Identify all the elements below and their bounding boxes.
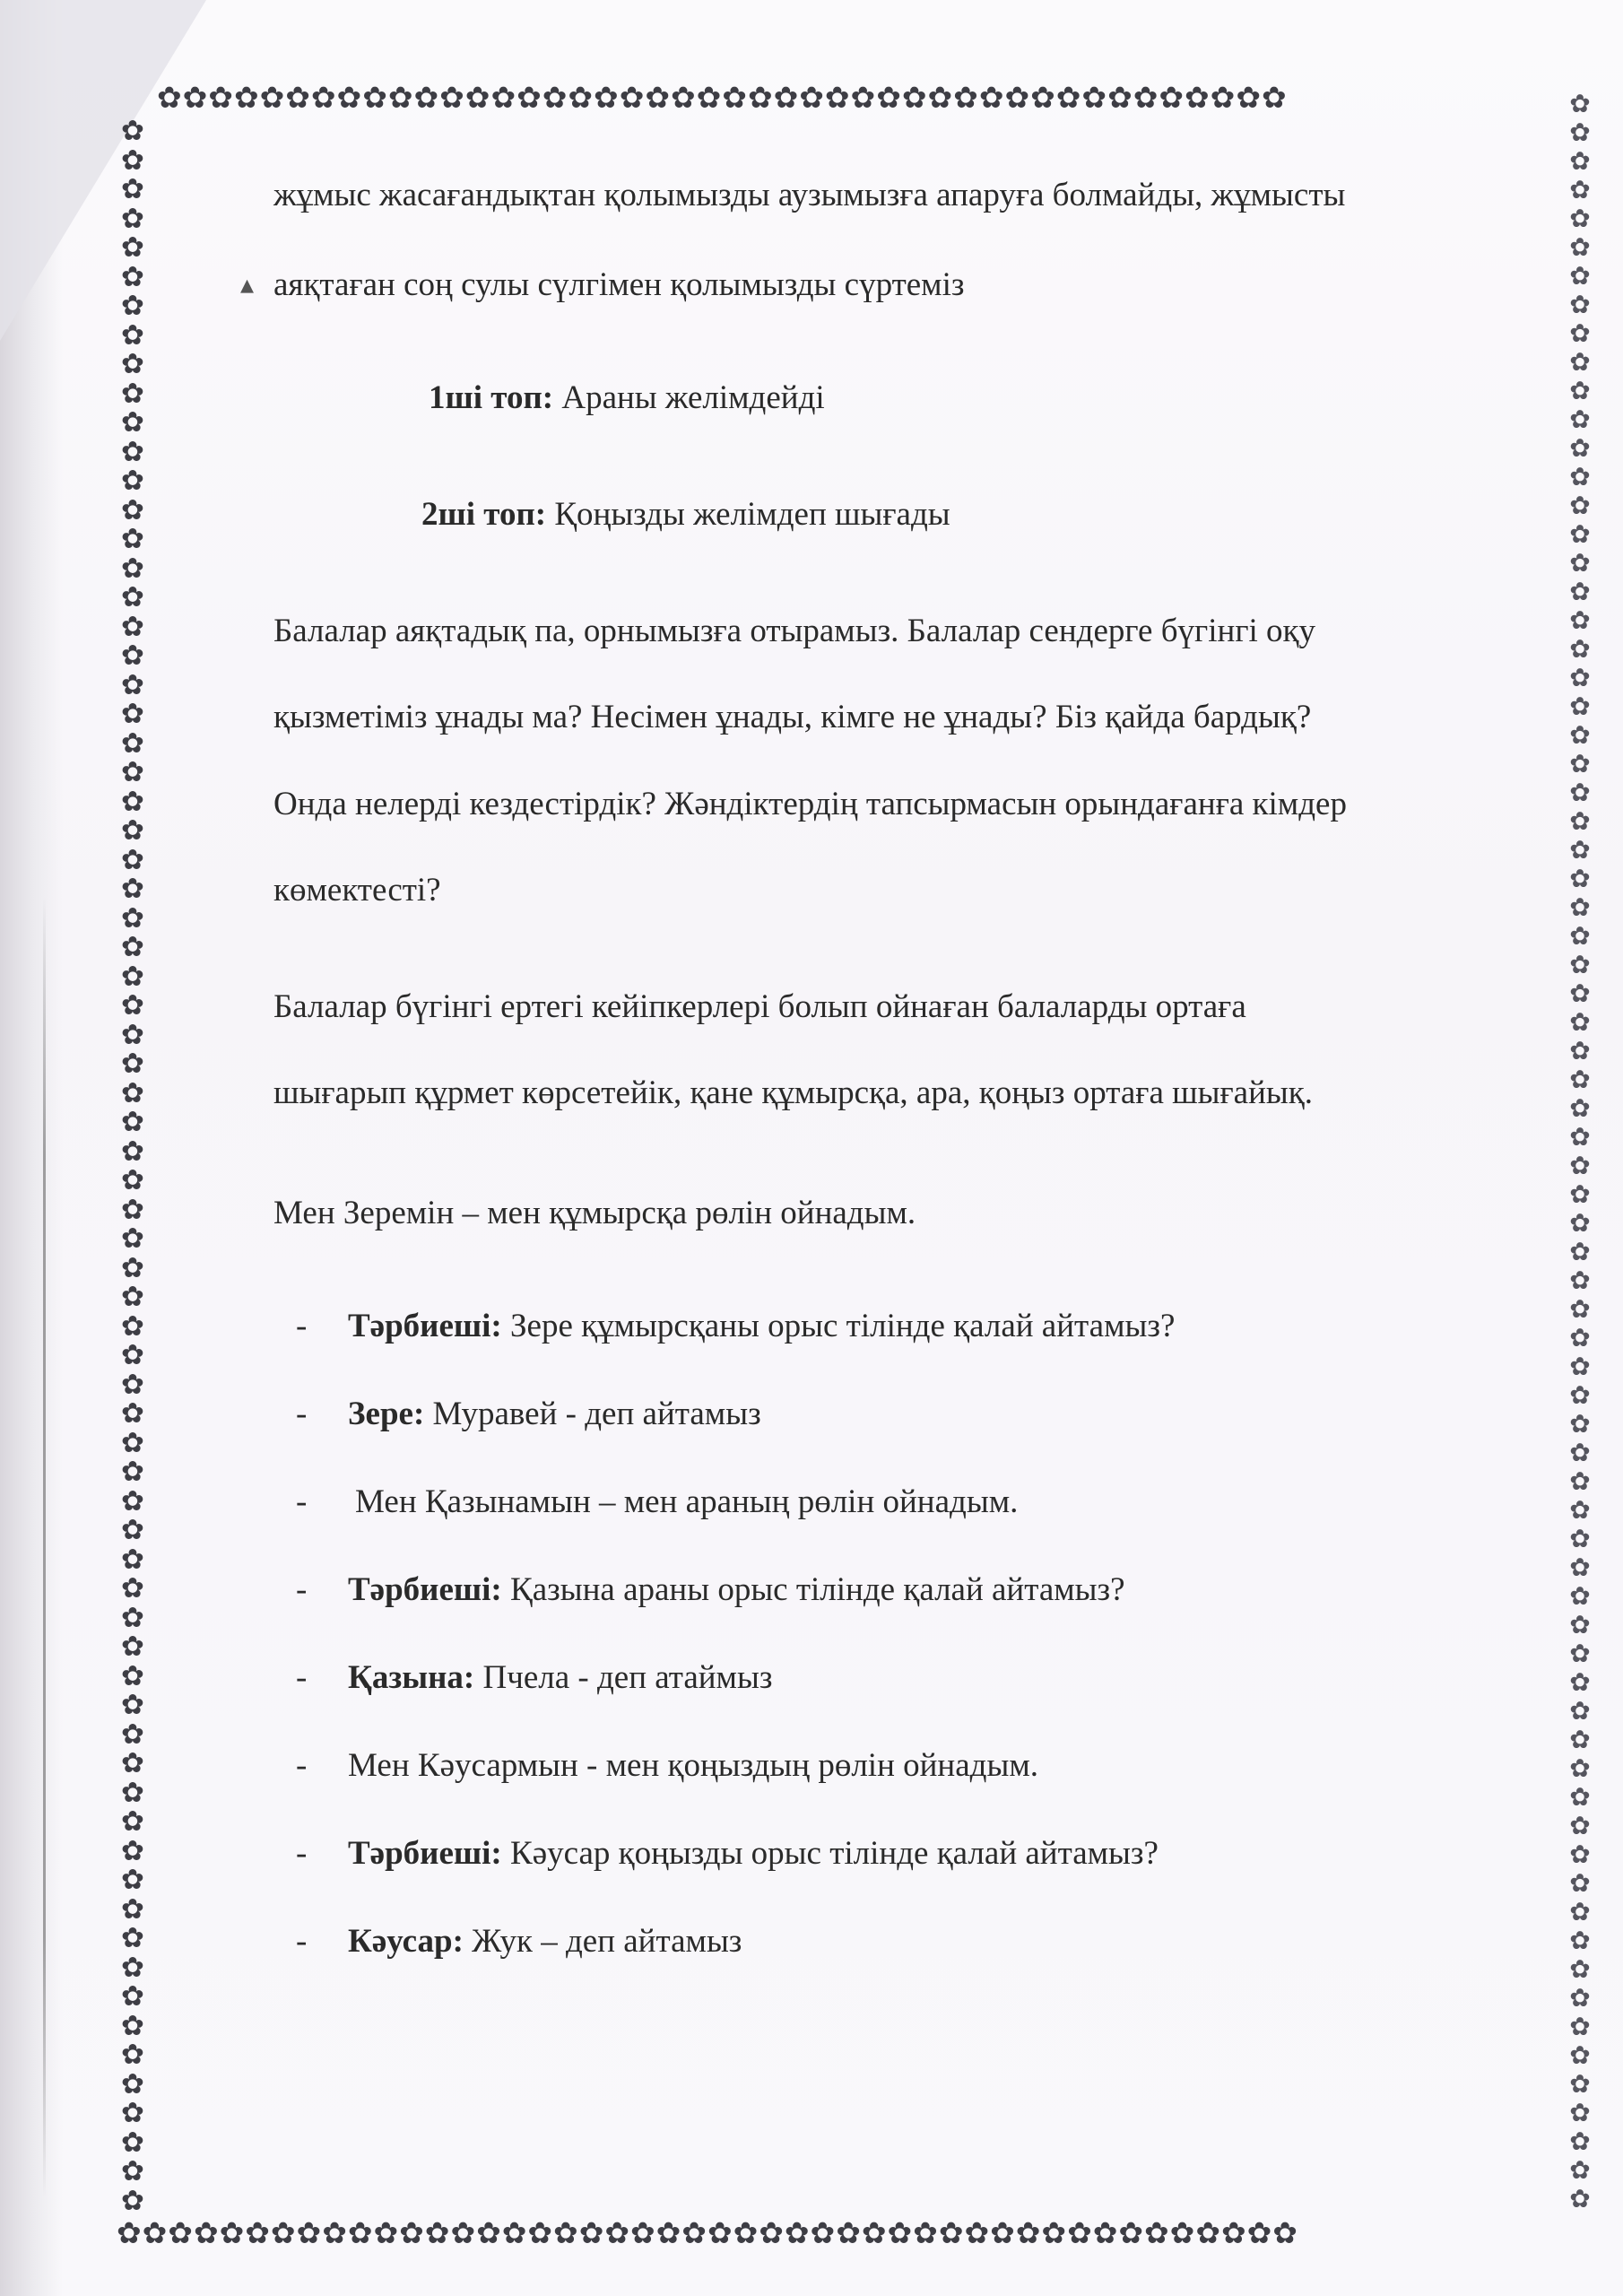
paragraph-line: қызметіміз ұнады ма? Несімен ұнады, кімге не ұнады? Біз қайда бардық? — [273, 699, 1312, 735]
paragraph-line: жұмыс жасағандықтан қолымызды аузымызға апаруға болмайды, жұмысты — [273, 177, 1346, 213]
list-dash: - — [296, 1396, 308, 1432]
dialogue-text: Кәусар қоңызды орыс тілінде қалай айтамыз? — [501, 1835, 1159, 1872]
group-2-text: Қоңызды желімдеп шығады — [546, 496, 950, 533]
group-2-label: 2ші топ: — [421, 496, 547, 533]
speaker-label: Қазына: — [348, 1659, 475, 1696]
list-dash: - — [296, 1308, 308, 1344]
list-dash: - — [296, 1747, 308, 1784]
dialogue-text: Жук – деп айтамыз — [463, 1923, 742, 1960]
dialogue-text: Муравей - деп айтамыз — [424, 1396, 761, 1432]
speaker-label: Зере: — [348, 1396, 425, 1432]
group-2-line — [421, 495, 950, 535]
list-dash: - — [296, 1835, 308, 1872]
dialogue-text: Пчела - деп атаймыз — [474, 1659, 773, 1696]
decorative-border-right: ✿✿✿✿✿✿✿✿✿✿✿✿✿✿✿✿✿✿✿✿✿✿✿✿✿✿✿✿✿✿✿✿✿✿✿✿✿✿✿✿✿✿✿✿✿✿✿✿✿✿✿✿✿✿✿✿✿✿✿✿✿✿✿✿✿✿✿✿✿✿✿✿✿✿ — [1569, 90, 1591, 2213]
group-1-text: Араны желімдейді — [553, 379, 825, 416]
paragraph-line: Онда нелерді кездестірдік? Жәндіктердің тапсырмасын орындағанға кімдер — [273, 786, 1347, 822]
paragraph-line: Балалар аяқтадық па, орнымызға отырамыз. Балалар сендерге бүгінгі оқу — [273, 613, 1315, 649]
list-dash: - — [296, 1659, 308, 1696]
dialogue-text: Зере құмырсқаны орыс тілінде қалай айтамыз? — [501, 1308, 1176, 1344]
list-dash: - — [296, 1923, 308, 1960]
speaker-label: Тәрбиеші: — [348, 1835, 502, 1872]
dialogue-text: Мен Кәусармын - мен қоңыздың рөлін ойнадым. — [348, 1747, 1038, 1784]
group-1-line — [429, 378, 825, 418]
list-dash: - — [296, 1483, 308, 1520]
paragraph-line: көмектесті? — [273, 872, 441, 909]
group-1-label: 1ші топ: — [429, 379, 554, 416]
decorative-border-top: ✿✿✿✿✿✿✿✿✿✿✿✿✿✿✿✿✿✿✿✿✿✿✿✿✿✿✿✿✿✿✿✿✿✿✿✿✿✿✿✿✿✿✿✿ — [157, 83, 1288, 115]
scan-mark: ▴ — [240, 270, 255, 300]
speaker-label: Кәусар: — [348, 1923, 464, 1960]
paragraph-line: аяқтаған соң сулы сүлгімен қолымызды сүртеміз — [273, 266, 965, 303]
list-dash: - — [296, 1571, 308, 1608]
paragraph-line: Балалар бүгінгі ертегі кейіпкерлері болып ойнаған балаларды ортаға — [273, 988, 1246, 1025]
dialogue-text: Қазына араны орыс тілінде қалай айтамыз? — [501, 1571, 1125, 1608]
dialogue-text: Мен Қазынамын – мен араның рөлін ойнадым. — [355, 1483, 1019, 1520]
speaker-label: Тәрбиеші: — [348, 1308, 502, 1344]
decorative-border-left: ✿✿✿✿✿✿✿✿✿✿✿✿✿✿✿✿✿✿✿✿✿✿✿✿✿✿✿✿✿✿✿✿✿✿✿✿✿✿✿✿✿✿✿✿✿✿✿✿✿✿✿✿✿✿✿✿✿✿✿✿✿✿✿✿✿✿✿✿✿✿✿✿ — [121, 117, 144, 2217]
paragraph-line: Мен Зеремін – мен құмырсқа рөлін ойнадым. — [273, 1195, 916, 1231]
decorative-border-bottom: ✿✿✿✿✿✿✿✿✿✿✿✿✿✿✿✿✿✿✿✿✿✿✿✿✿✿✿✿✿✿✿✿✿✿✿✿✿✿✿✿✿✿✿✿✿✿ — [117, 2218, 1298, 2250]
paragraph-line: шығарып құрмет көрсетейік, қане құмырсқа, ара, қоңыз ортаға шығайық. — [273, 1074, 1313, 1111]
speaker-label: Тәрбиеші: — [348, 1571, 502, 1608]
